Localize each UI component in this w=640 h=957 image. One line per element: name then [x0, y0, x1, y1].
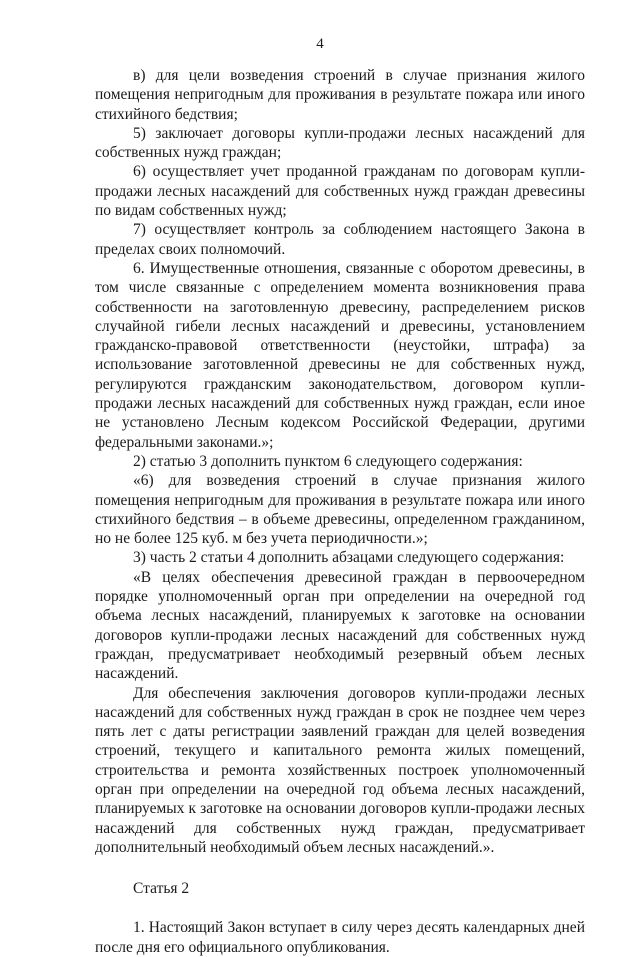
paragraph-amend-article-3: 2) статью 3 дополнить пунктом 6 следующего содержания: — [133, 452, 523, 470]
article-2-paragraph: 1. Настоящий Закон вступает в силу через десять календарных дней после дня его официального опубликования. — [95, 919, 585, 956]
paragraph-item-v: в) для цели возведения строений в случае признания жилого помещения непригодным для проживания в результате пожара или иного стихийного бедствия; — [95, 67, 585, 123]
page-number: 4 — [316, 36, 324, 52]
paragraph-additional-volume: Для обеспечения заключения договоров купли-продажи лесных насаждений для собственных нужд граждан в срок не позднее чем через пять лет с даты регистрации заявлений граждан для целей возведения строений, текущего и капитального ремонта жилых помещений, строительства и ремонта хозяйственных построек уполномоченный орган при определении на очередной год объема лесных насаждений, планируемых к заготовке на основании договоров купли-продажи лесных насаждений для собственных нужд граждан, предусматривает дополнительный необходимый объем лесных насаждений.». — [95, 684, 585, 856]
document-body — [95, 66, 585, 957]
paragraph-point-6-property: 6. Имущественные отношения, связанные с оборотом древесины, в том числе связанные с определением момента возникновения права собственности на заготовленную древесину, распределением рисков случайной гибели лесных насаждений и древесины, установлением гражданско-правовой ответственности (неустойки, штрафа) за использование заготовленной древесины не для собственных нужд, регулируются гражданским законодательством, договором купли-продажи лесных насаждений для собственных нужд граждан, если иное не установлено Лесным кодексом Российской Федерации, другими федеральными законами.»; — [95, 259, 585, 451]
paragraph-amend-article-4: 3) часть 2 статьи 4 дополнить абзацами следующего содержания: — [133, 549, 565, 567]
paragraph-item-7: 7) осуществляет контроль за соблюдением настоящего Закона в пределах своих полномочий. — [95, 221, 585, 258]
paragraph-item-6: 6) осуществляет учет проданной гражданам по договорам купли-продажи лесных насаждений для собственных нужд граждан древесины по видам собственных нужд; — [95, 163, 585, 220]
paragraph-item-5: 5) заключает договоры купли-продажи лесных насаждений для собственных нужд граждан; — [95, 124, 585, 162]
paragraph-new-point-6: «6) для возведения строений в случае признания жилого помещения непригодным для проживания в результате пожара или иного стихийного бедствия – в объеме древесины, определенном гражданином, но не более 125 куб. м без учета периодичности.»; — [95, 472, 585, 548]
paragraph-reserve-volume: «В целях обеспечения древесиной граждан в первоочередном порядке уполномоченный орган при определении на очередной год объема лесных насаждений, планируемых к заготовке на основании договоров купли-продажи лесных насаждений для собственных нужд граждан, предусматривает необходимый резервный объем лесных насаждений. — [95, 568, 585, 683]
article-heading: Статья 2 — [133, 880, 190, 898]
